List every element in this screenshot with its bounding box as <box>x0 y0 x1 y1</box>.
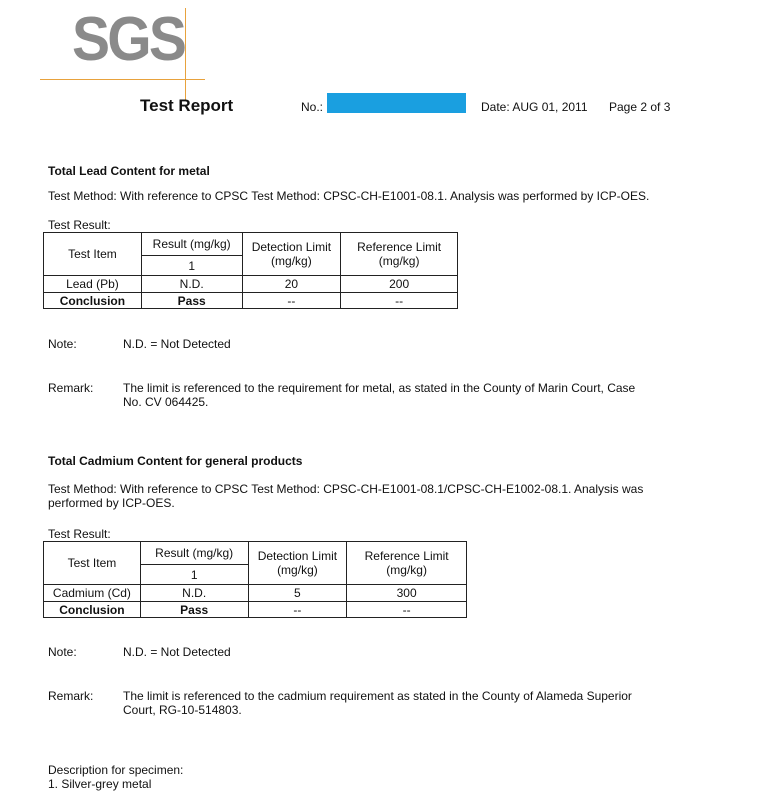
table-header-reference-limit: Reference Limit (mg/kg) <box>347 542 467 585</box>
table-header-result: Result (mg/kg) <box>141 233 242 256</box>
redacted-report-number <box>327 93 466 113</box>
specimen-heading: Description for specimen: <box>48 763 184 777</box>
lead-result-table <box>43 232 458 309</box>
specimen-item-1: 1. Silver-grey metal <box>48 777 152 791</box>
table-conclusion-reference: -- <box>347 602 467 618</box>
table-header-result-sub: 1 <box>140 565 248 585</box>
table-header-detection-limit: Detection Limit (mg/kg) <box>242 233 341 276</box>
page-number: Page 2 of 3 <box>609 100 671 114</box>
cadmium-result-table <box>43 541 467 618</box>
table-cell-detection: 20 <box>242 276 341 293</box>
section-lead-result-label: Test Result: <box>48 218 111 232</box>
cadmium-note-text: N.D. = Not Detected <box>123 645 231 659</box>
cadmium-remark-line2: Court, RG-10-514803. <box>123 703 242 717</box>
table-header-result: Result (mg/kg) <box>140 542 248 565</box>
section-cadmium-method-line2: performed by ICP-OES. <box>48 496 175 510</box>
report-number-label: No.: <box>301 100 324 114</box>
lead-note-label: Note: <box>48 337 77 351</box>
table-cell-reference: 300 <box>347 585 467 602</box>
table-header-reference-limit: Reference Limit (mg/kg) <box>341 233 458 276</box>
table-conclusion-result: Pass <box>141 293 242 309</box>
sgs-logo: SGS <box>72 5 185 74</box>
cadmium-remark-line1: The limit is referenced to the cadmium requirement as stated in the County of Alameda Superior <box>123 689 632 703</box>
table-conclusion-label: Conclusion <box>44 293 142 309</box>
table-conclusion-detection: -- <box>242 293 341 309</box>
table-conclusion-result: Pass <box>140 602 248 618</box>
logo-vertical-line <box>185 8 186 100</box>
lead-remark-label: Remark: <box>48 381 94 395</box>
section-lead-method: Test Method: With reference to CPSC Test Method: CPSC-CH-E1001-08.1. Analysis was performed by ICP-OES. <box>48 189 650 203</box>
cadmium-remark-label: Remark: <box>48 689 94 703</box>
table-cell-result: N.D. <box>140 585 248 602</box>
logo-horizontal-line <box>40 79 205 80</box>
table-cell-item: Cadmium (Cd) <box>44 585 141 602</box>
lead-note-text: N.D. = Not Detected <box>123 337 231 351</box>
report-title: Test Report <box>140 96 234 115</box>
table-header-detection-limit: Detection Limit (mg/kg) <box>248 542 347 585</box>
section-cadmium-method-line1: Test Method: With reference to CPSC Test Method: CPSC-CH-E1001-08.1/CPSC-CH-E1002-08.1. Analysis was <box>48 482 644 496</box>
table-conclusion-detection: -- <box>248 602 347 618</box>
lead-remark-line1: The limit is referenced to the requirement for metal, as stated in the County of Marin Court, Case <box>123 381 636 395</box>
report-date: Date: AUG 01, 2011 <box>481 100 588 114</box>
table-header-test-item: Test Item <box>44 542 141 585</box>
section-lead-heading: Total Lead Content for metal <box>48 164 210 178</box>
cadmium-note-label: Note: <box>48 645 77 659</box>
table-cell-detection: 5 <box>248 585 347 602</box>
lead-remark-line2: No. CV 064425. <box>123 395 209 409</box>
table-header-result-sub: 1 <box>141 256 242 276</box>
table-cell-result: N.D. <box>141 276 242 293</box>
table-cell-item: Lead (Pb) <box>44 276 142 293</box>
table-conclusion-label: Conclusion <box>44 602 141 618</box>
section-cadmium-result-label: Test Result: <box>48 527 111 541</box>
table-header-test-item: Test Item <box>44 233 142 276</box>
table-cell-reference: 200 <box>341 276 458 293</box>
table-conclusion-reference: -- <box>341 293 458 309</box>
section-cadmium-heading: Total Cadmium Content for general products <box>48 454 303 468</box>
